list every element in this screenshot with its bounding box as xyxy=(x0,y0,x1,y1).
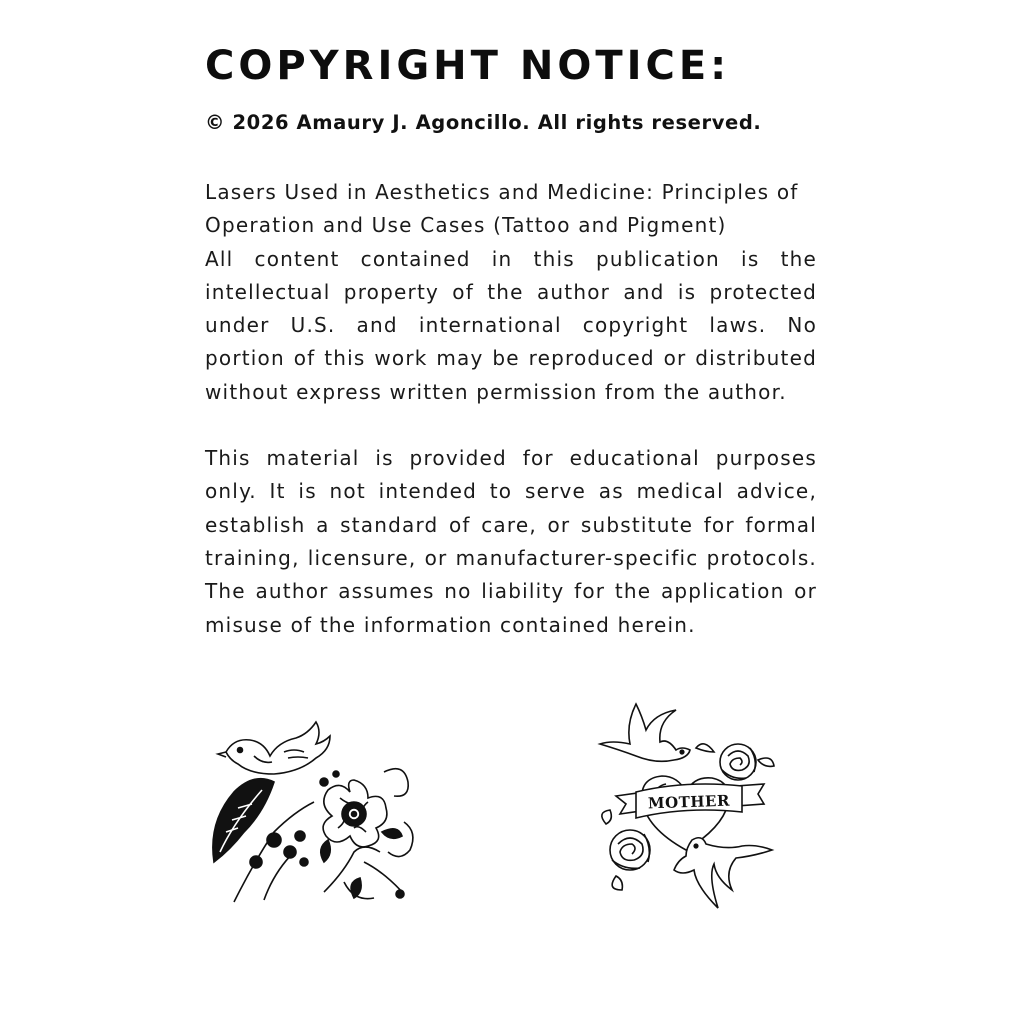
swallows-heart-mother-tattoo-icon xyxy=(596,700,776,910)
folk-bird-floral-ornament-icon xyxy=(204,712,420,908)
work-title: Lasers Used in Aesthetics and Medicine: Principles of Operation and Use Cases (Tattoo and Pigment) xyxy=(205,180,799,238)
copyright-line: © 2026 Amaury J. Agoncillo. All rights reserved. xyxy=(205,111,762,134)
tattoo-banner-text: MOTHER xyxy=(647,791,731,813)
disclaimer-paragraph: This material is provided for educational purposes only. It is not intended to serve as medical advice, establish a standard of care, or substitute for formal training, licensure, or manufacturer-specific protocols. The author assumes no liability for the application or misuse of the information contained herein. xyxy=(205,446,817,637)
copyright-page xyxy=(205,40,817,642)
rights-paragraph: All content contained in this publication is the intellectual property of the author and is protected under U.S. and international copyright laws. No portion of this work may be reproduced or distributed without express written permission from the author. xyxy=(205,246,817,404)
page-title: COPYRIGHT NOTICE: xyxy=(205,43,731,89)
